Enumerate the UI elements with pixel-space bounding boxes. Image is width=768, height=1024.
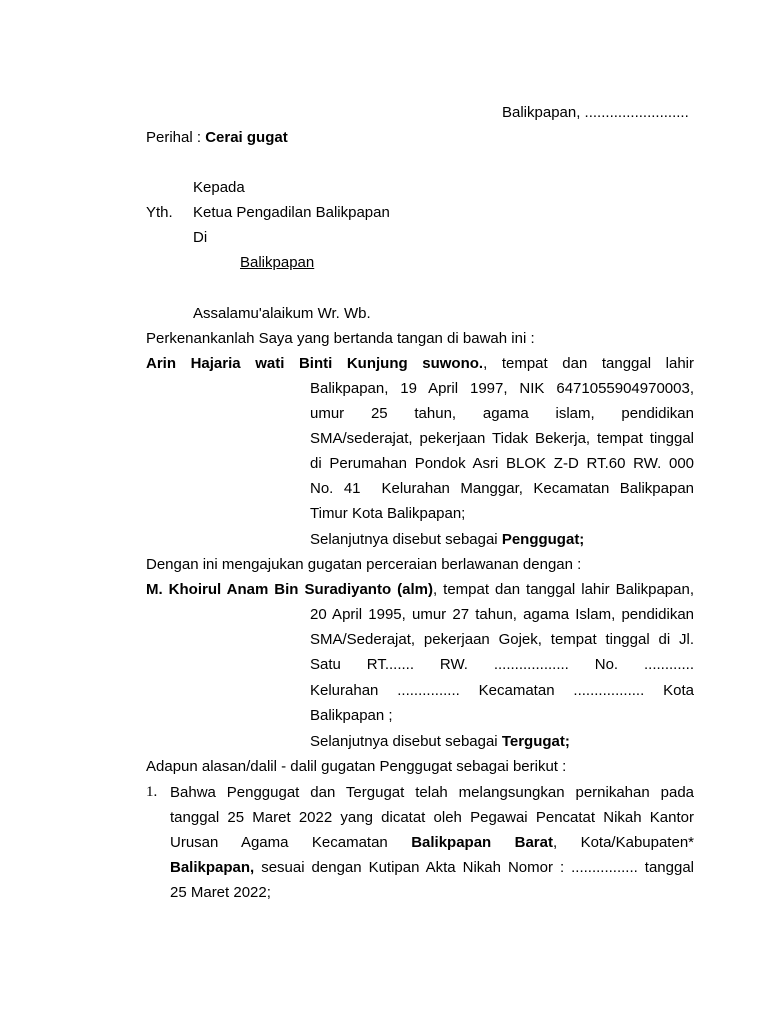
defendant-line-2: SMA/Sederajat, pekerjaan Gojek, tempat tinggal di Jl.: [310, 631, 694, 648]
plaintiff-line-2: umur 25 tahun, agama islam, pendidikan: [310, 405, 694, 422]
defendant-designation-label: Tergugat;: [501, 733, 570, 750]
subject-line: [146, 125, 288, 150]
plaintiff-line-4: di Perumahan Pondok Asri BLOK Z-D RT.60 RW. 000: [310, 455, 694, 472]
reason-line-3: [170, 830, 694, 855]
reason-line-4-b: sesuai dengan Kutipan Akta Nikah Nomor : ................ tanggal: [254, 859, 694, 876]
reason-line-1: Bahwa Penggugat dan Tergugat telah melangsungkan pernikahan pada: [170, 784, 694, 801]
address-city-text: Balikpapan: [240, 254, 315, 271]
defendant-line-4: Kelurahan ............... Kecamatan ................. Kota: [310, 682, 694, 699]
plaintiff-line-5: No. 41 Kelurahan Manggar, Kecamatan Balikpapan: [310, 480, 694, 497]
reason-line-3-c: , Kota/Kabupaten*: [552, 834, 694, 851]
reason-line-3-b: Balikpapan Barat: [411, 834, 553, 851]
reason-line-2: tanggal 25 Maret 2022 yang dicatat oleh Pegawai Pencatat Nikah Kantor: [170, 809, 694, 826]
defendant-name: M. Khoirul Anam Bin Suradiyanto (alm): [146, 581, 433, 598]
address-yth: Yth.: [146, 204, 173, 221]
address-recipient: Ketua Pengadilan Balikpapan: [193, 204, 390, 221]
reason-line-3-a: Urusan Agama Kecamatan: [170, 834, 412, 851]
plaintiff-line-6: Timur Kota Balikpapan;: [310, 505, 466, 522]
plaintiff-name: Arin Hajaria wati Binti Kunjung suwono.: [146, 355, 484, 372]
plaintiff-designation: [310, 527, 584, 552]
plaintiff-line-1: Balikpapan, 19 April 1997, NIK 6471055904970003,: [310, 380, 694, 397]
place-date: Balikpapan, .........................: [502, 104, 689, 121]
address-city: [240, 250, 314, 275]
subject-value: Cerai gugat: [205, 129, 288, 146]
address-di: Di: [193, 229, 208, 246]
plaintiff-text: , tempat dan tanggal lahir: [483, 355, 695, 372]
defendant-designation-prefix: Selanjutnya disebut sebagai: [310, 733, 502, 750]
plaintiff-designation-prefix: Selanjutnya disebut sebagai: [310, 531, 502, 548]
plaintiff-line-0: [146, 351, 694, 376]
opposing-intro: Dengan ini mengajukan gugatan perceraian berlawanan dengan :: [146, 556, 582, 573]
subject-label: Perihal :: [146, 129, 206, 146]
reason-line-5: 25 Maret 2022;: [170, 884, 271, 901]
defendant-text: , tempat dan tanggal lahir Balikpapan,: [432, 581, 694, 598]
reason-line-4-a: Balikpapan,: [170, 859, 255, 876]
defendant-line-3: Satu RT....... RW. .................. No. ............: [310, 656, 694, 673]
defendant-line-1: 20 April 1995, umur 27 tahun, agama Islam, pendidikan: [310, 606, 694, 623]
plaintiff-line-3: SMA/sederajat, pekerjaan Tidak Bekerja, tempat tinggal: [310, 430, 694, 447]
greeting: Assalamu'alaikum Wr. Wb.: [193, 305, 371, 322]
defendant-line-0: [146, 577, 694, 602]
plaintiff-designation-label: Penggugat;: [501, 531, 585, 548]
intro-line: Perkenankanlah Saya yang bertanda tangan di bawah ini :: [146, 330, 535, 347]
reasons-intro: Adapun alasan/dalil - dalil gugatan Penggugat sebagai berikut :: [146, 758, 567, 775]
reason-number: 1.: [146, 784, 158, 800]
defendant-line-5: Balikpapan ;: [310, 707, 393, 724]
defendant-designation: [310, 729, 570, 754]
address-kepada: Kepada: [193, 179, 245, 196]
reason-line-4: [170, 855, 694, 880]
